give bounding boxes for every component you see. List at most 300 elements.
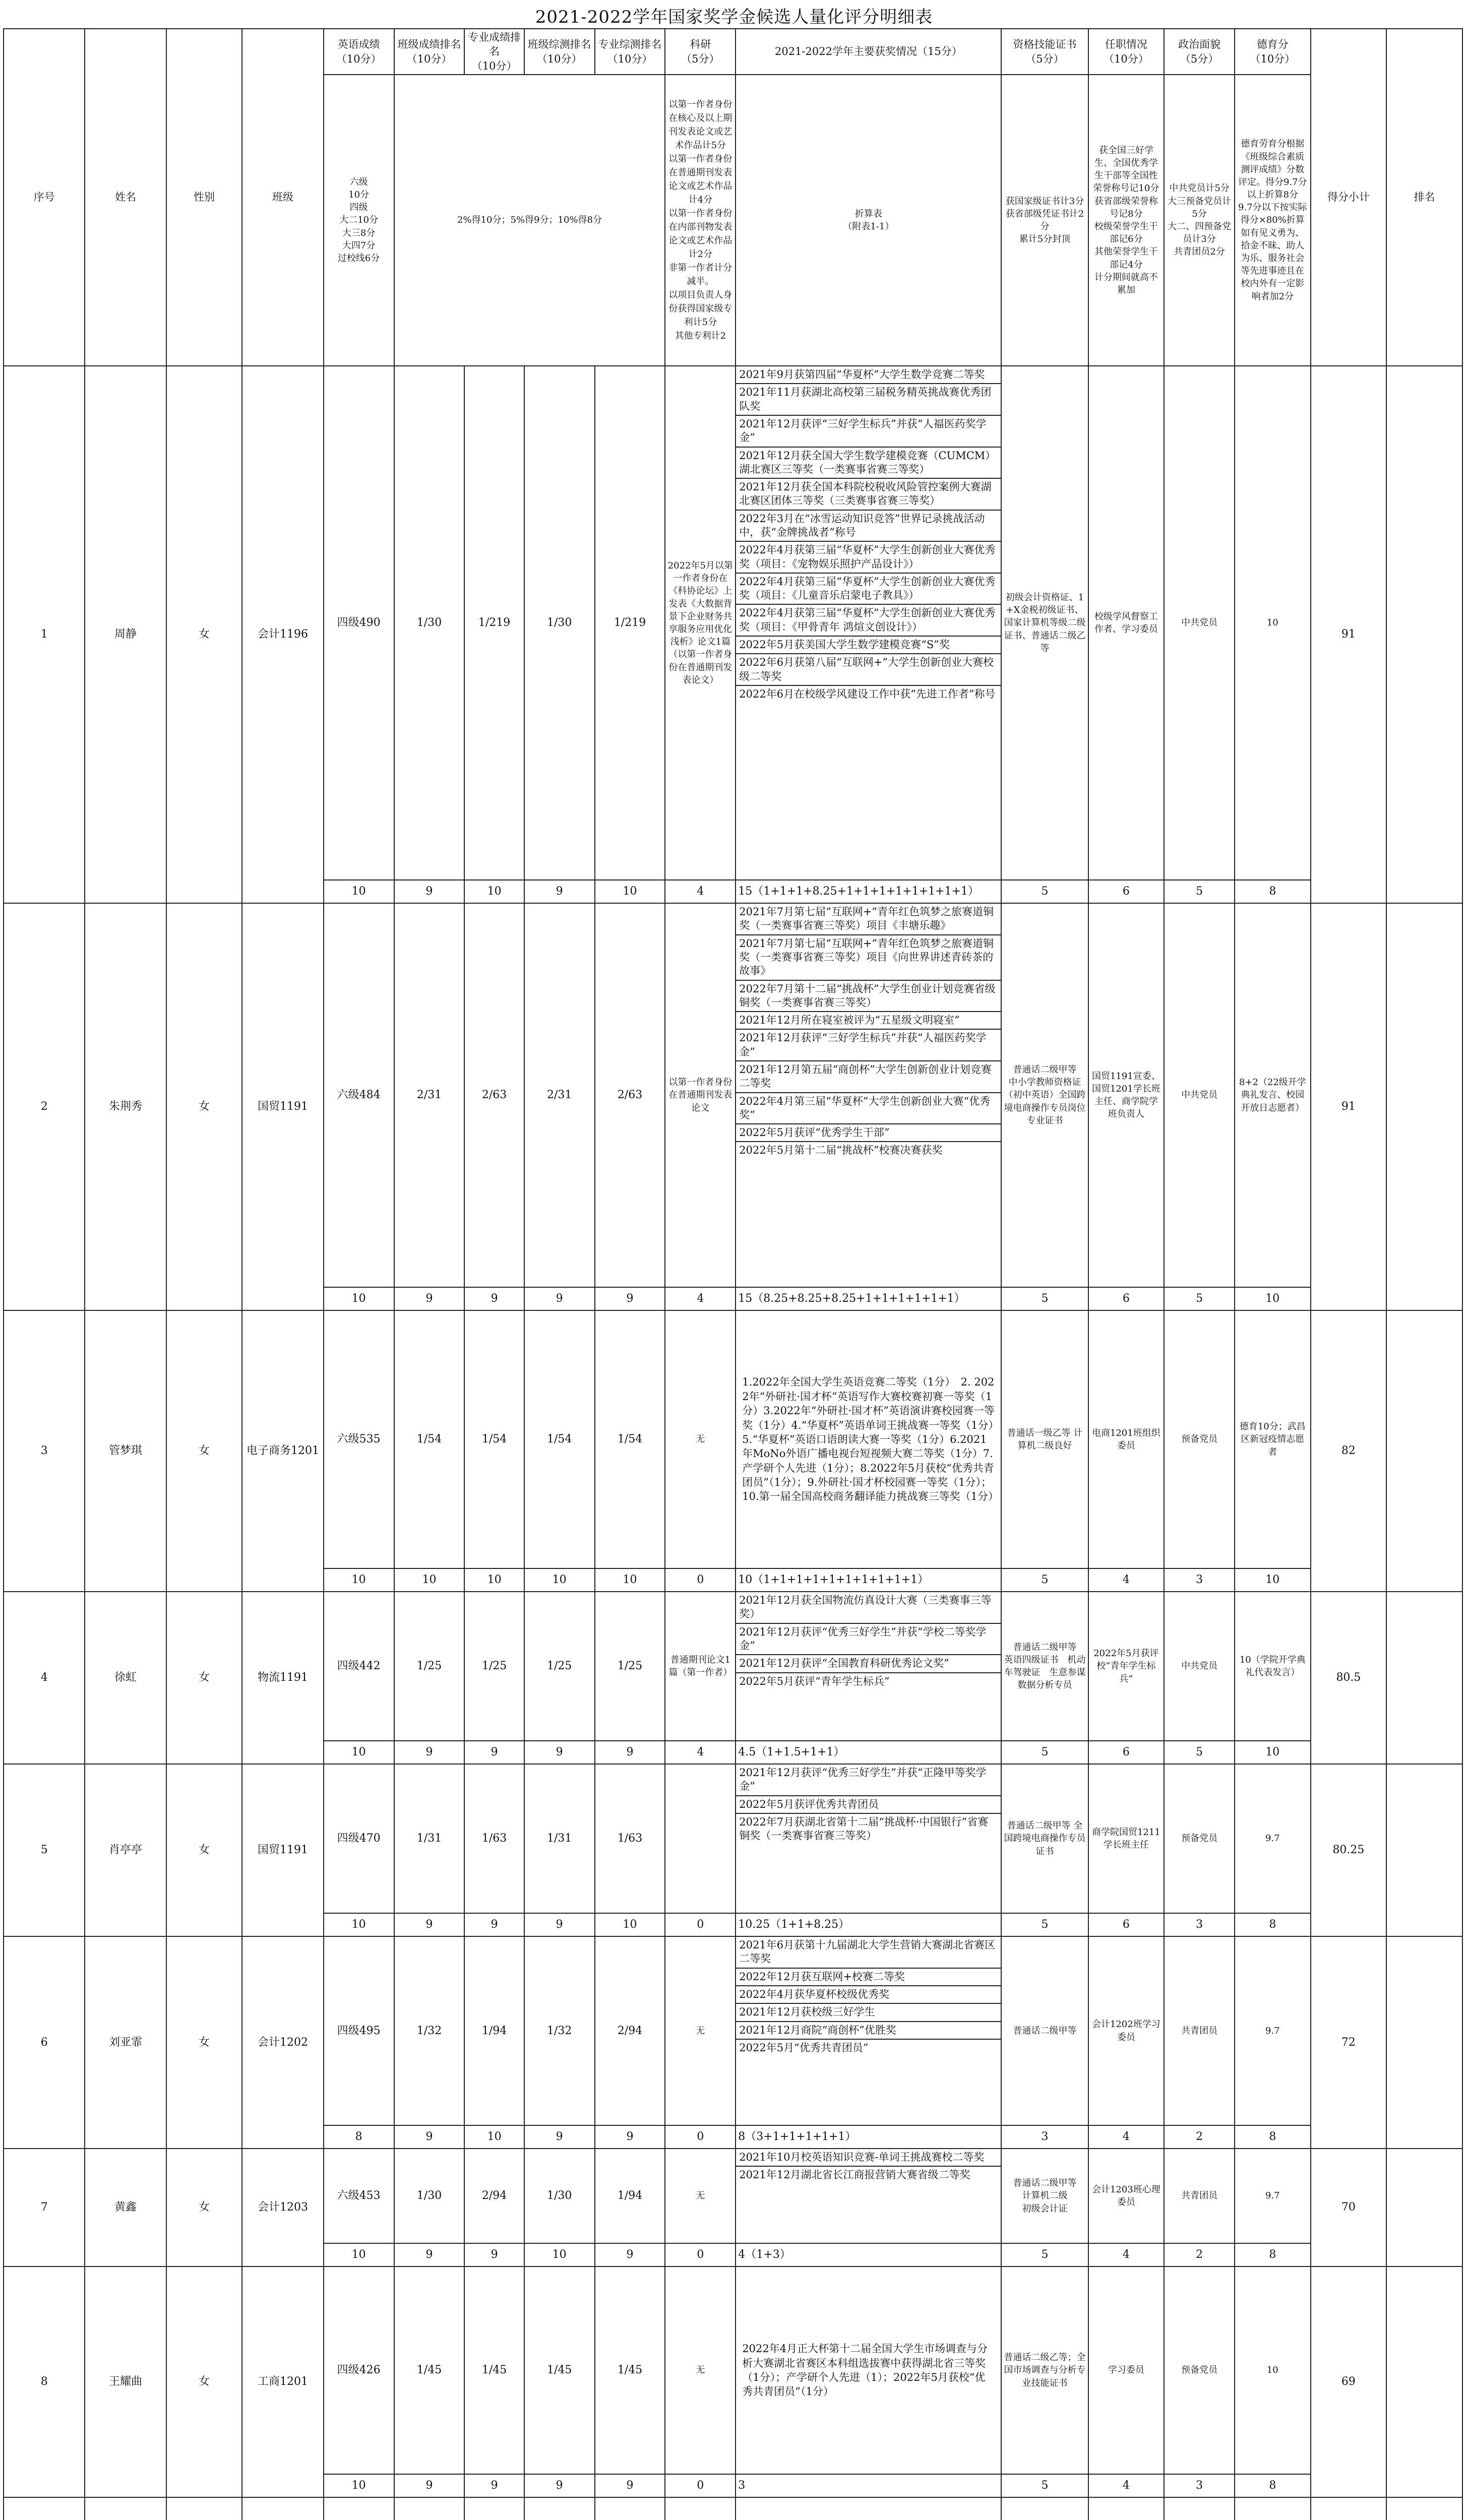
student-class-rank: 1/31 bbox=[394, 1764, 465, 1913]
student-class: 会计1196 bbox=[242, 366, 323, 903]
student-positions: 国贸1191宣委、国贸1201学长班主任、商学院学班负责人 bbox=[1088, 903, 1165, 1287]
score-major-rank: 10 bbox=[464, 1568, 524, 1592]
student-seq: 1 bbox=[4, 366, 85, 903]
student-gender: 女 bbox=[166, 1764, 242, 1936]
award-item: 2022年4月获华夏杯校级优秀奖 bbox=[736, 1986, 1001, 2004]
rule-politics: 中共党员计5分 大三预备党员计5分 大二、四预备党员计3分 共青团员2分 bbox=[1164, 75, 1235, 366]
student-awards bbox=[736, 1310, 1001, 1568]
student-subtotal: 72 bbox=[1311, 1936, 1387, 2149]
student-class: 工商1201 bbox=[242, 2266, 323, 2497]
student-positions: 学习委员 bbox=[1088, 2266, 1165, 2474]
rule-english: 六级 10分 四级 大二10分 大三8分 大四7分 过校线6分 bbox=[324, 75, 394, 366]
rule-ranking: 2%得10分；5%得9分；10%得8分 bbox=[394, 75, 665, 366]
student-certificates: 普通话二级甲等 计算机二级 初级会计证 bbox=[1001, 2149, 1088, 2243]
score-positions: 4 bbox=[1088, 2474, 1165, 2497]
student-politics: 共青团员 bbox=[1164, 2149, 1235, 2243]
header-positions: 任职情况 （10分） bbox=[1088, 29, 1165, 75]
score-awards: 15（1+1+1+8.25+1+1+1+1+1+1+1+1） bbox=[736, 880, 1001, 903]
score-major-comp-rank: 9 bbox=[595, 2474, 665, 2497]
student-certificates: 普通话二级甲等 全国跨境电商操作专员证书 bbox=[1001, 1764, 1088, 1913]
score-certificates: 5 bbox=[1001, 1568, 1088, 1592]
student-major-rank: 2/94 bbox=[464, 2149, 524, 2243]
student-class-rank: 1/45 bbox=[394, 2266, 465, 2474]
score-major-comp-rank: 9 bbox=[595, 2243, 665, 2266]
student-name: 徐虹 bbox=[85, 1592, 166, 1764]
student-major-comp-rank: 1/54 bbox=[595, 1310, 665, 1568]
student-rank bbox=[1386, 2149, 1462, 2266]
student-english: 四级490 bbox=[324, 366, 394, 880]
score-awards: 3 bbox=[736, 2474, 1001, 2497]
award-item: 2022年5月获美国大学生数学建模竞赛“S”奖 bbox=[736, 637, 1001, 654]
award-item: 2022年3月在“冰雪运动知识竞答”世界记录挑战活动中，获“金牌挑战者”称号 bbox=[736, 511, 1001, 542]
student-class-comp-rank: 1/32 bbox=[524, 1936, 595, 2125]
student-politics: 预备党员 bbox=[1164, 1310, 1235, 1568]
rule-positions: 获全国三好学生、全国优秀学生干部等全国性荣誉称号记10分 获省部级荣誉称号记8分 校级荣誉学生干部记6分 其他荣誉学生干部记4分 计分期间就高不累加 bbox=[1088, 75, 1165, 366]
evaluation-table bbox=[3, 28, 1463, 2520]
student-certificates bbox=[1001, 2497, 1088, 2520]
student-politics: 预备党员 bbox=[1164, 1764, 1235, 1913]
student-politics: 中共党员 bbox=[1164, 1592, 1235, 1741]
student-moral: 8+2（22级开学典礼发言、校园开放日志愿者） bbox=[1235, 903, 1311, 1287]
score-awards: 4（1+3） bbox=[736, 2243, 1001, 2266]
student-rank bbox=[1386, 1764, 1462, 1936]
student-row bbox=[4, 366, 1462, 880]
student-positions: 校级学风督察工作者、学习委员 bbox=[1088, 366, 1165, 880]
score-research: 0 bbox=[665, 2474, 736, 2497]
student-rank bbox=[1386, 1310, 1462, 1592]
student-moral: 德育10分；武昌区新冠疫情志愿者 bbox=[1235, 1310, 1311, 1568]
score-research: 0 bbox=[665, 2125, 736, 2149]
score-certificates: 5 bbox=[1001, 880, 1088, 903]
student-awards bbox=[736, 1764, 1001, 1913]
student-english: 六级535 bbox=[324, 1310, 394, 1568]
score-positions: 6 bbox=[1088, 1287, 1165, 1310]
award-item: 2021年12月获评“优秀三好学生”并获“学校二等奖学金” bbox=[736, 1624, 1001, 1656]
student-row bbox=[4, 2497, 1462, 2520]
score-politics: 5 bbox=[1164, 1287, 1235, 1310]
student-name: 黄鑫 bbox=[85, 2149, 166, 2266]
student-positions bbox=[1088, 2497, 1165, 2520]
score-certificates: 3 bbox=[1001, 2125, 1088, 2149]
score-moral: 8 bbox=[1235, 1913, 1311, 1936]
student-research: 无 bbox=[665, 1936, 736, 2125]
student-name: 朱荆秀 bbox=[85, 903, 166, 1310]
award-item: 2021年6月获第十九届湖北大学生营销大赛湖北省赛区二等奖 bbox=[736, 1937, 1001, 1969]
score-class-comp-rank: 9 bbox=[524, 2474, 595, 2497]
score-class-rank: 10 bbox=[394, 1568, 465, 1592]
score-research: 0 bbox=[665, 1913, 736, 1936]
student-politics bbox=[1164, 2497, 1235, 2520]
student-class: 电子商务1201 bbox=[242, 1310, 323, 1592]
student-awards bbox=[736, 2149, 1001, 2243]
student-research: 无 bbox=[665, 2149, 736, 2243]
student-english: 六级484 bbox=[324, 903, 394, 1287]
award-item: 2021年9月获第四届“华夏杯”大学生数学竞赛二等奖 bbox=[736, 366, 1001, 384]
score-positions: 6 bbox=[1088, 880, 1165, 903]
award-item: 2021年7月第七届“互联网+”青年红色筑梦之旅赛道铜奖（一类赛事省赛三等奖）项目《向世界讲述青砖茶的故事》 bbox=[736, 935, 1001, 981]
student-english bbox=[324, 2497, 394, 2520]
student-major-comp-rank: 1/94 bbox=[595, 2149, 665, 2243]
student-awards bbox=[736, 903, 1001, 1287]
student-subtotal: 80.25 bbox=[1311, 1764, 1387, 1936]
student-awards bbox=[736, 2497, 1001, 2520]
score-moral: 8 bbox=[1235, 2243, 1311, 2266]
score-english: 10 bbox=[324, 1287, 394, 1310]
score-moral: 10 bbox=[1235, 1568, 1311, 1592]
score-class-comp-rank: 9 bbox=[524, 2125, 595, 2149]
student-rank bbox=[1386, 366, 1462, 903]
student-gender: 女 bbox=[166, 366, 242, 903]
award-item: 2022年7月获湖北省第十二届“挑战杯·中国银行”省赛铜奖（一类赛事省赛三等奖） bbox=[739, 1815, 989, 1842]
award-item: 2022年12月获互联网+校赛二等奖 bbox=[736, 1969, 1001, 1986]
student-class: 会计1202 bbox=[242, 1936, 323, 2149]
rule-research: 以第一作者身份在核心及以上期刊发表论文或艺术作品计5分 以第一作者身份在普通期刊发表论文或艺术作品计4分 以第一作者身份在内部刊物发表论文或艺术作品计2分 非第一作者计分减半。 以项目负责人身份获得国家级专利计5分 其他专利计2 bbox=[665, 75, 736, 366]
score-positions: 6 bbox=[1088, 1741, 1165, 1764]
award-item: 2021年10月校英语知识竞赛-单词王挑战赛校二等奖 bbox=[736, 2149, 1001, 2167]
student-positions: 2022年5月获评校“青年学生标兵” bbox=[1088, 1592, 1165, 1741]
score-positions: 6 bbox=[1088, 1913, 1165, 1936]
student-major-rank: 1/45 bbox=[464, 2266, 524, 2474]
award-item: 2022年6月在校级学风建设工作中获“先进工作者”称号 bbox=[739, 687, 996, 700]
score-class-rank: 9 bbox=[394, 1741, 465, 1764]
student-rank bbox=[1386, 2266, 1462, 2497]
award-item: 2021年12月获评“全国教育科研优秀论文奖” bbox=[736, 1655, 1001, 1673]
award-item: 2022年6月获第八届“互联网+”大学生创新创业大赛校级二等奖 bbox=[736, 654, 1001, 686]
student-certificates: 普通话二级甲等 英语四级证书 机动车驾驶证 生意参谋数据分析专员 bbox=[1001, 1592, 1088, 1741]
student-class bbox=[242, 2497, 323, 2520]
student-gender: 女 bbox=[166, 1310, 242, 1592]
score-politics: 3 bbox=[1164, 2474, 1235, 2497]
score-major-comp-rank: 9 bbox=[595, 1741, 665, 1764]
student-research bbox=[665, 2497, 736, 2520]
student-research: 无 bbox=[665, 1310, 736, 1568]
header-class-comp-rank: 班级综测排名 （10分） bbox=[524, 29, 595, 75]
student-major-comp-rank: 2/63 bbox=[595, 903, 665, 1287]
award-item: 2021年12月获校级三好学生 bbox=[736, 2004, 1001, 2022]
score-major-rank: 9 bbox=[464, 2474, 524, 2497]
award-item: 2022年5月获评“青年学生标兵” bbox=[739, 1675, 890, 1687]
score-moral: 8 bbox=[1235, 2125, 1311, 2149]
student-gender: 女 bbox=[166, 903, 242, 1310]
student-subtotal: 70 bbox=[1311, 2149, 1387, 2266]
score-class-rank: 9 bbox=[394, 880, 465, 903]
student-rank bbox=[1386, 903, 1462, 1310]
header-certificates: 资格技能证书 （5分） bbox=[1001, 29, 1088, 75]
score-class-rank: 9 bbox=[394, 2474, 465, 2497]
student-awards bbox=[736, 366, 1001, 880]
award-item: 2022年5月第十二届“挑战杯”校赛决赛获奖 bbox=[739, 1144, 943, 1157]
student-major-rank: 1/25 bbox=[464, 1592, 524, 1741]
score-research: 0 bbox=[665, 1568, 736, 1592]
header-english: 英语成绩 （10分） bbox=[324, 29, 394, 75]
student-positions: 会计1203班心理委员 bbox=[1088, 2149, 1165, 2243]
student-positions: 会计1202班学习委员 bbox=[1088, 1936, 1165, 2125]
score-positions: 4 bbox=[1088, 1568, 1165, 1592]
student-class-comp-rank: 2/31 bbox=[524, 903, 595, 1287]
student-row bbox=[4, 2149, 1462, 2243]
header-major-rank: 专业成绩排名 （10分） bbox=[464, 29, 524, 75]
header-gender: 性别 bbox=[166, 29, 242, 366]
header-class: 班级 bbox=[242, 29, 323, 366]
student-class-comp-rank: 1/54 bbox=[524, 1310, 595, 1568]
student-positions: 商学院国贸1211学长班主任 bbox=[1088, 1764, 1165, 1913]
score-major-rank: 10 bbox=[464, 2125, 524, 2149]
student-class-rank: 1/30 bbox=[394, 2149, 465, 2243]
student-name: 肖亭亭 bbox=[85, 1764, 166, 1936]
award-item: 2021年12月获全国本科院校税收风险管控案例大赛湖北赛区团体三等奖（三类赛事省赛三等奖） bbox=[736, 479, 1001, 511]
student-row bbox=[4, 1764, 1462, 1913]
score-awards: 4.5（1+1.5+1+1） bbox=[736, 1741, 1001, 1764]
student-class-rank: 2/31 bbox=[394, 903, 465, 1287]
award-item: 2022年5月获评“优秀学生干部” bbox=[736, 1124, 1001, 1142]
header-awards: 2021-2022学年主要获奖情况（15分） bbox=[736, 29, 1001, 75]
student-class-comp-rank: 1/25 bbox=[524, 1592, 595, 1741]
award-item: 2022年4月获第三届“华夏杯”大学生创新创业大赛优秀奖（项目：《儿童音乐启蒙电子教具》） bbox=[736, 574, 1001, 605]
student-positions: 电商1201班组织委员 bbox=[1088, 1310, 1165, 1568]
score-positions: 4 bbox=[1088, 2243, 1165, 2266]
score-class-rank: 9 bbox=[394, 2125, 465, 2149]
header-major-comp-rank: 专业综测排名 （10分） bbox=[595, 29, 665, 75]
student-class-comp-rank bbox=[524, 2497, 595, 2520]
score-english: 10 bbox=[324, 1568, 394, 1592]
student-major-comp-rank bbox=[595, 2497, 665, 2520]
student-major-comp-rank: 1/219 bbox=[595, 366, 665, 880]
award-item: 2022年5月“优秀共青团员” bbox=[739, 2041, 869, 2054]
score-politics: 3 bbox=[1164, 1568, 1235, 1592]
student-certificates: 普通话一级乙等 计算机二级良好 bbox=[1001, 1310, 1088, 1568]
student-politics: 共青团员 bbox=[1164, 1936, 1235, 2125]
student-subtotal bbox=[1311, 2497, 1387, 2520]
student-english: 四级495 bbox=[324, 1936, 394, 2125]
student-politics: 中共党员 bbox=[1164, 366, 1235, 880]
student-class: 物流1191 bbox=[242, 1592, 323, 1764]
score-class-rank: 9 bbox=[394, 1913, 465, 1936]
student-major-rank bbox=[464, 2497, 524, 2520]
score-moral: 10 bbox=[1235, 1287, 1311, 1310]
score-awards: 15（8.25+8.25+8.25+1+1+1+1+1+1） bbox=[736, 1287, 1001, 1310]
header-class-rank: 班级成绩排名 （10分） bbox=[394, 29, 465, 75]
header-politics: 政治面貌 （5分） bbox=[1164, 29, 1235, 75]
score-english: 10 bbox=[324, 1741, 394, 1764]
student-major-comp-rank: 2/94 bbox=[595, 1936, 665, 2125]
student-politics: 预备党员 bbox=[1164, 2266, 1235, 2474]
student-class-comp-rank: 1/30 bbox=[524, 2149, 595, 2243]
student-moral: 9.7 bbox=[1235, 1764, 1311, 1913]
student-moral: 10（学院开学典礼代表发言） bbox=[1235, 1592, 1311, 1741]
rule-awards: 折算表 （附表1-1） bbox=[736, 75, 1001, 366]
student-seq: 6 bbox=[4, 1936, 85, 2149]
student-major-rank: 1/219 bbox=[464, 366, 524, 880]
score-politics: 2 bbox=[1164, 2125, 1235, 2149]
score-class-comp-rank: 10 bbox=[524, 1568, 595, 1592]
score-major-rank: 9 bbox=[464, 2243, 524, 2266]
award-item: 2021年11月获湖北高校第三届税务精英挑战赛优秀团队奖 bbox=[736, 384, 1001, 416]
score-major-comp-rank: 10 bbox=[595, 1568, 665, 1592]
student-major-rank: 1/94 bbox=[464, 1936, 524, 2125]
score-major-comp-rank: 10 bbox=[595, 1913, 665, 1936]
student-english: 四级442 bbox=[324, 1592, 394, 1741]
award-item: 2021年12月获全国物流仿真设计大赛（三类赛事三等奖） bbox=[736, 1592, 1001, 1624]
student-name: 刘亚霏 bbox=[85, 1936, 166, 2149]
student-moral: 10 bbox=[1235, 2266, 1311, 2474]
score-class-comp-rank: 9 bbox=[524, 1913, 595, 1936]
score-major-comp-rank: 10 bbox=[595, 880, 665, 903]
score-english: 10 bbox=[324, 1913, 394, 1936]
student-row bbox=[4, 1936, 1462, 2125]
score-english: 8 bbox=[324, 2125, 394, 2149]
student-seq bbox=[4, 2497, 85, 2520]
award-item: 2021年12月获评“优秀三好学生”并获“正隆甲等奖学金” bbox=[736, 1765, 1001, 1796]
student-major-comp-rank: 1/25 bbox=[595, 1592, 665, 1741]
student-certificates: 初级会计资格证、1+X金税初级证书、国家计算机等级二级证书、普通话二级乙等 bbox=[1001, 366, 1088, 880]
score-class-rank: 9 bbox=[394, 2243, 465, 2266]
student-subtotal: 82 bbox=[1311, 1310, 1387, 1592]
award-text: 1.2022年全国大学生英语竞赛二等奖（1分） 2. 2022年“外研社·国才杯”英语写作大赛校赛初赛一等奖（1分）3.2022年“外研社·国才杯”英语演讲赛校园赛一等奖（1分）4.“华夏杯”英语单词王挑战赛一等奖（1分）5.“华夏杯”英语口语朗读大赛一等奖（1分）6.2021年MoNo外语广播电视台短视频大赛二等奖（1分）7.产学研个人先进（1分）；8.2022年5月获校“优秀共青团员”（1分）；9.外研社·国才杯校园赛一等奖（1分）；10.第一届全国高校商务翻译能力挑战赛三等奖（1分） bbox=[742, 1376, 999, 1503]
student-awards bbox=[736, 1936, 1001, 2125]
score-english: 10 bbox=[324, 2243, 394, 2266]
student-major-rank: 1/63 bbox=[464, 1764, 524, 1913]
award-item: 2021年7月第七届“互联网+”青年红色筑梦之旅赛道铜奖（一类赛事省赛三等奖）项目《丰塘乐趣》 bbox=[736, 904, 1001, 935]
score-research: 0 bbox=[665, 2243, 736, 2266]
score-politics: 2 bbox=[1164, 2243, 1235, 2266]
rule-certificates: 获国家级证书计3分 获省部级凭证书计2分 累计5分封顶 bbox=[1001, 75, 1088, 366]
header-name: 姓名 bbox=[85, 29, 166, 366]
header-moral: 德育分 （10分） bbox=[1235, 29, 1311, 75]
student-gender: 女 bbox=[166, 1592, 242, 1764]
award-item: 2022年4月第三届“华夏杯”大学生创新创业大赛“优秀奖” bbox=[736, 1093, 1001, 1125]
student-certificates: 普通话二级甲等 bbox=[1001, 1936, 1088, 2125]
student-class-comp-rank: 1/30 bbox=[524, 366, 595, 880]
score-major-comp-rank: 9 bbox=[595, 1287, 665, 1310]
score-class-comp-rank: 9 bbox=[524, 1287, 595, 1310]
student-class-rank: 1/25 bbox=[394, 1592, 465, 1741]
score-research: 4 bbox=[665, 880, 736, 903]
student-awards bbox=[736, 1592, 1001, 1741]
student-gender: 女 bbox=[166, 2266, 242, 2497]
student-class-rank: 1/54 bbox=[394, 1310, 465, 1568]
student-research: 无 bbox=[665, 2266, 736, 2474]
student-politics: 中共党员 bbox=[1164, 903, 1235, 1287]
student-row bbox=[4, 2266, 1462, 2474]
student-research: 2022年5月以第一作者身份在《科协论坛》上发表《大数据背景下企业财务共享服务应用优化浅析》论文1篇（以第一作者身份在普通期刊发表论文） bbox=[665, 366, 736, 880]
student-class-rank bbox=[394, 2497, 465, 2520]
award-item: 2021年12月获评“三好学生标兵”并获“人福医药奖学金” bbox=[736, 1030, 1001, 1061]
score-research: 4 bbox=[665, 1741, 736, 1764]
student-moral: 9.7 bbox=[1235, 2149, 1311, 2243]
student-research: 普通期刊论文1篇（第一作者） bbox=[665, 1592, 736, 1741]
award-item: 2022年4月获第三届“华夏杯”大学生创新创业大赛优秀奖（项目：《宠物娱乐照护产品设计》） bbox=[736, 542, 1001, 574]
student-seq: 2 bbox=[4, 903, 85, 1310]
score-moral: 8 bbox=[1235, 880, 1311, 903]
student-research bbox=[665, 1764, 736, 1913]
student-subtotal: 91 bbox=[1311, 903, 1387, 1310]
student-seq: 3 bbox=[4, 1310, 85, 1592]
student-subtotal: 91 bbox=[1311, 366, 1387, 903]
student-class: 国贸1191 bbox=[242, 1764, 323, 1936]
student-class: 会计1203 bbox=[242, 2149, 323, 2266]
score-class-comp-rank: 9 bbox=[524, 880, 595, 903]
student-gender bbox=[166, 2497, 242, 2520]
student-english: 四级470 bbox=[324, 1764, 394, 1913]
student-major-rank: 2/63 bbox=[464, 903, 524, 1287]
student-subtotal: 69 bbox=[1311, 2266, 1387, 2497]
student-research: 以第一作者身份在普通期刊发表论文 bbox=[665, 903, 736, 1287]
student-seq: 5 bbox=[4, 1764, 85, 1936]
award-item: 2021年12月所在寝室被评为“五星级文明寝室” bbox=[736, 1012, 1001, 1030]
student-subtotal: 80.5 bbox=[1311, 1592, 1387, 1764]
student-rank bbox=[1386, 2497, 1462, 2520]
student-awards bbox=[736, 2266, 1001, 2474]
award-item: 2022年5月获评优秀共青团员 bbox=[736, 1796, 1001, 1814]
score-english: 10 bbox=[324, 2474, 394, 2497]
student-moral bbox=[1235, 2497, 1311, 2520]
student-row bbox=[4, 903, 1462, 1287]
score-english: 10 bbox=[324, 880, 394, 903]
score-certificates: 5 bbox=[1001, 2243, 1088, 2266]
score-positions: 4 bbox=[1088, 2125, 1165, 2149]
header-subtotal: 得分小计 bbox=[1311, 29, 1387, 366]
student-major-rank: 1/54 bbox=[464, 1310, 524, 1568]
award-item: 2022年4月获第三届“华夏杯”大学生创新创业大赛优秀奖（项目：《甲骨青年 鸿煊文创设计》） bbox=[736, 605, 1001, 637]
award-item: 2021年12月获评“三好学生标兵”并获“人福医药奖学金” bbox=[736, 416, 1001, 448]
award-item: 2022年7月第十二届“挑战杯”大学生创业计划竞赛省级铜奖（一类赛事省赛三等奖） bbox=[736, 981, 1001, 1013]
student-certificates: 普通话二级乙等；全国市场调查与分析专业技能证书 bbox=[1001, 2266, 1088, 2474]
award-item: 2021年12月获全国大学生数学建模竞赛（CUMCM）湖北赛区三等奖（一类赛事省赛三等奖） bbox=[736, 448, 1001, 479]
student-rank bbox=[1386, 1936, 1462, 2149]
student-english: 四级426 bbox=[324, 2266, 394, 2474]
student-certificates: 普通话二级甲等 中小学教师资格证（初中英语）全国跨境电商操作专员岗位专业证书 bbox=[1001, 903, 1088, 1287]
score-major-rank: 9 bbox=[464, 1913, 524, 1936]
score-class-rank: 9 bbox=[394, 1287, 465, 1310]
student-english: 六级453 bbox=[324, 2149, 394, 2243]
score-awards: 10（1+1+1+1+1+1+1+1+1+1） bbox=[736, 1568, 1001, 1592]
score-awards: 10.25（1+1+8.25） bbox=[736, 1913, 1001, 1936]
student-major-comp-rank: 1/45 bbox=[595, 2266, 665, 2474]
student-name: 王耀曲 bbox=[85, 2266, 166, 2497]
student-moral: 10 bbox=[1235, 366, 1311, 880]
score-moral: 10 bbox=[1235, 1741, 1311, 1764]
student-class-comp-rank: 1/45 bbox=[524, 2266, 595, 2474]
student-name bbox=[85, 2497, 166, 2520]
score-major-rank: 9 bbox=[464, 1287, 524, 1310]
score-certificates: 5 bbox=[1001, 1287, 1088, 1310]
award-item: 2021年12月第五届“商创杯”大学生创新创业计划竞赛二等奖 bbox=[736, 1061, 1001, 1093]
student-major-comp-rank: 1/63 bbox=[595, 1764, 665, 1913]
score-major-rank: 9 bbox=[464, 1741, 524, 1764]
score-class-comp-rank: 9 bbox=[524, 1741, 595, 1764]
student-class-comp-rank: 1/31 bbox=[524, 1764, 595, 1913]
student-name: 周静 bbox=[85, 366, 166, 903]
student-seq: 4 bbox=[4, 1592, 85, 1764]
student-row bbox=[4, 1310, 1462, 1568]
score-major-comp-rank: 9 bbox=[595, 2125, 665, 2149]
header-seq: 序号 bbox=[4, 29, 85, 366]
score-research: 4 bbox=[665, 1287, 736, 1310]
score-politics: 5 bbox=[1164, 880, 1235, 903]
student-name: 管梦琪 bbox=[85, 1310, 166, 1592]
page-title: 2021-2022学年国家奖学金候选人量化评分明细表 bbox=[535, 7, 933, 27]
header-research: 科研 （5分） bbox=[665, 29, 736, 75]
score-certificates: 5 bbox=[1001, 2474, 1088, 2497]
student-seq: 8 bbox=[4, 2266, 85, 2497]
student-moral: 9.7 bbox=[1235, 1936, 1311, 2125]
score-moral: 8 bbox=[1235, 2474, 1311, 2497]
score-certificates: 5 bbox=[1001, 1741, 1088, 1764]
student-class-rank: 1/30 bbox=[394, 366, 465, 880]
student-row bbox=[4, 1592, 1462, 1741]
student-gender: 女 bbox=[166, 1936, 242, 2149]
header-rank: 排名 bbox=[1386, 29, 1462, 366]
